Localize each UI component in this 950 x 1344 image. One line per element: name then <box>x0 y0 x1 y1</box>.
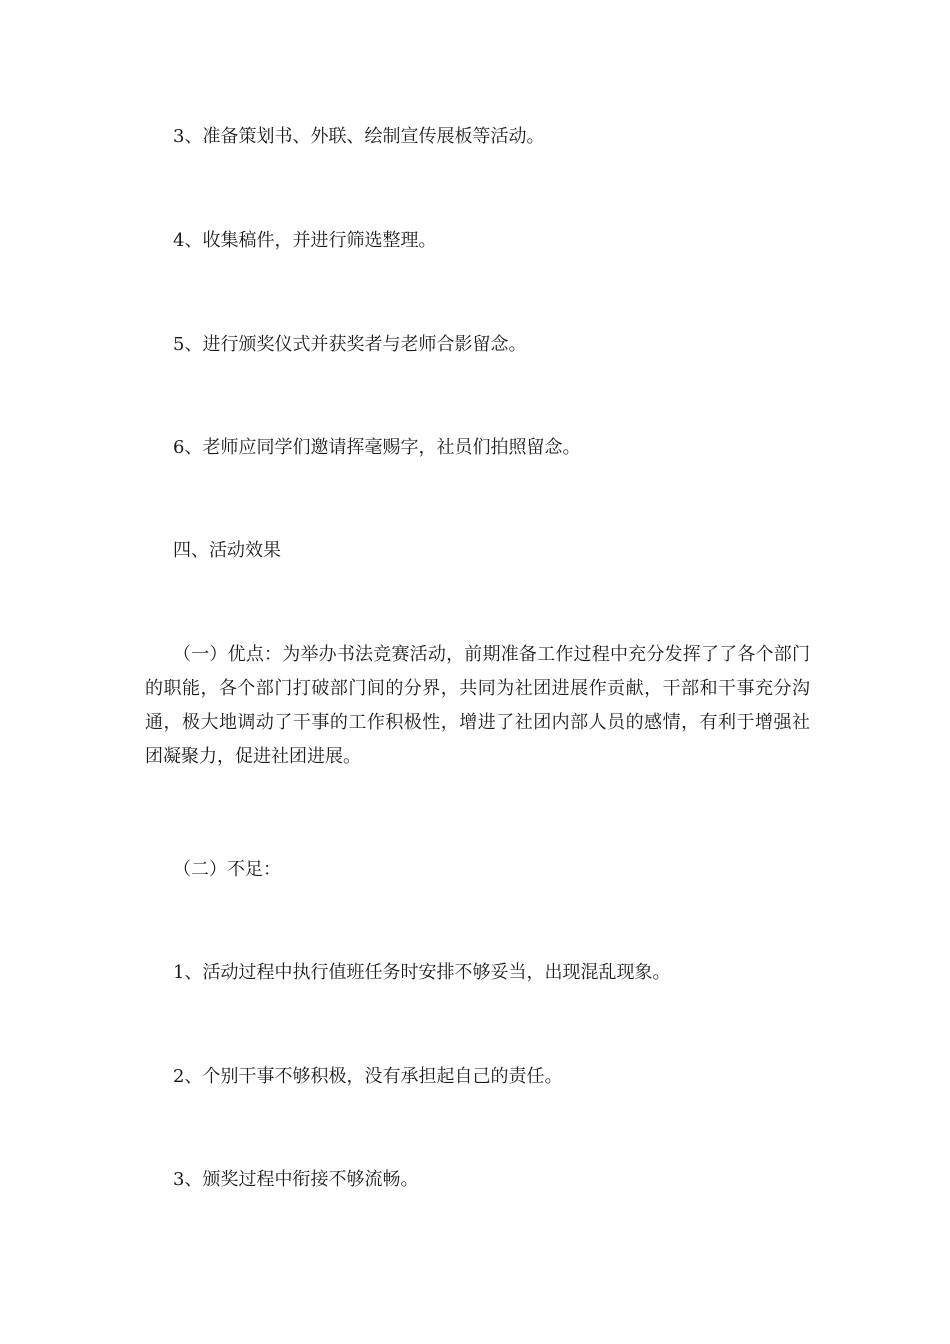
list-item: 3、颁奖过程中衔接不够流畅。 <box>173 1169 419 1190</box>
list-item: 6、老师应同学们邀请挥毫赐字，社员们拍照留念。 <box>173 437 581 458</box>
list-item: 2、个别干事不够积极，没有承担起自己的责任。 <box>173 1066 563 1087</box>
list-item: 5、进行颁奖仪式并获奖者与老师合影留念。 <box>173 334 527 355</box>
list-item: 4、收集稿件，并进行筛选整理。 <box>173 230 437 251</box>
section-heading: 四、活动效果 <box>173 540 281 561</box>
shortcomings-heading: （二）不足： <box>173 859 281 880</box>
advantages-paragraph: （一）优点：为举办书法竞赛活动，前期准备工作过程中充分发挥了了各个部门的职能，各个部门打破部门间的分界，共同为社团进展作贡献，干部和干事充分沟通，极大地调动了干事的工作积极性，增进了社团内部人员的感情，有利于增强社团凝聚力，促进社团进展。 <box>145 644 810 767</box>
list-item: 3、准备策划书、外联、绘制宣传展板等活动。 <box>173 126 545 147</box>
list-item: 1、活动过程中执行值班任务时安排不够妥当，出现混乱现象。 <box>173 962 671 983</box>
